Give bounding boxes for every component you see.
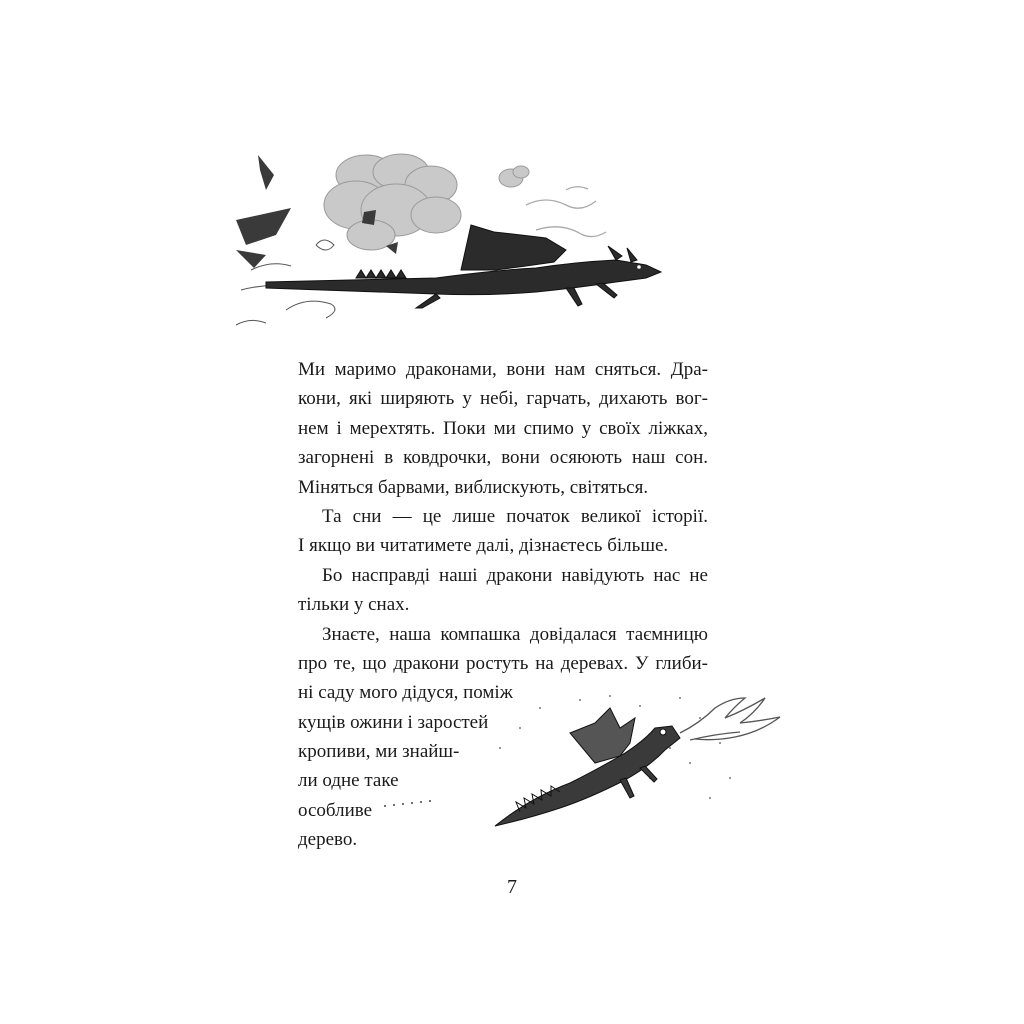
text-line: Знаєте, наша компашка довідалася таємницю — [322, 623, 708, 645]
text-line: дерево. — [298, 829, 358, 851]
flying-dragon-illustration — [236, 150, 676, 340]
dotted-trail — [384, 800, 431, 807]
text-line: особливе — [298, 799, 373, 821]
text-line: кущів ожини і заростей — [298, 711, 489, 733]
dragon-body — [495, 708, 680, 826]
text-line: кони, які ширяють у небі, гарчать, дихають вог- — [298, 388, 708, 410]
text-line: Бо насправді наші дракони навідують нас не — [322, 564, 708, 586]
dragon-eye — [660, 729, 666, 735]
text-line: ли одне таке — [298, 770, 399, 792]
text-line: Та сни — це лише початок великої історії. — [322, 505, 708, 527]
dragon-eye — [637, 265, 641, 269]
smoke-wisps — [526, 187, 606, 237]
fire-breath — [680, 698, 780, 740]
text-line: тільки у снах. — [298, 594, 410, 616]
text-line: кропиви, ми знайш- — [298, 741, 460, 763]
text-line: ні саду мого дідуся, поміж — [298, 682, 513, 704]
text-line: про те, що дракони ростуть на деревах. У глиби- — [298, 652, 708, 674]
dragon-body — [266, 225, 661, 308]
text-line: нем і мерехтять. Поки ми спимо у своїх ліжках, — [298, 417, 708, 439]
text-line: Ми маримо драконами, вони нам сняться. Дра- — [298, 359, 708, 380]
text-line: Міняться барвами, виблискують, світяться. — [298, 476, 649, 498]
page-number: 7 — [507, 876, 517, 898]
text-line: І якщо ви читатимете далі, дізнаєтесь більше. — [298, 535, 669, 557]
fire-dragon-illustration — [380, 688, 782, 836]
text-line: загорнені в ковдрочки, вони осяюють наш сон. — [298, 447, 708, 469]
